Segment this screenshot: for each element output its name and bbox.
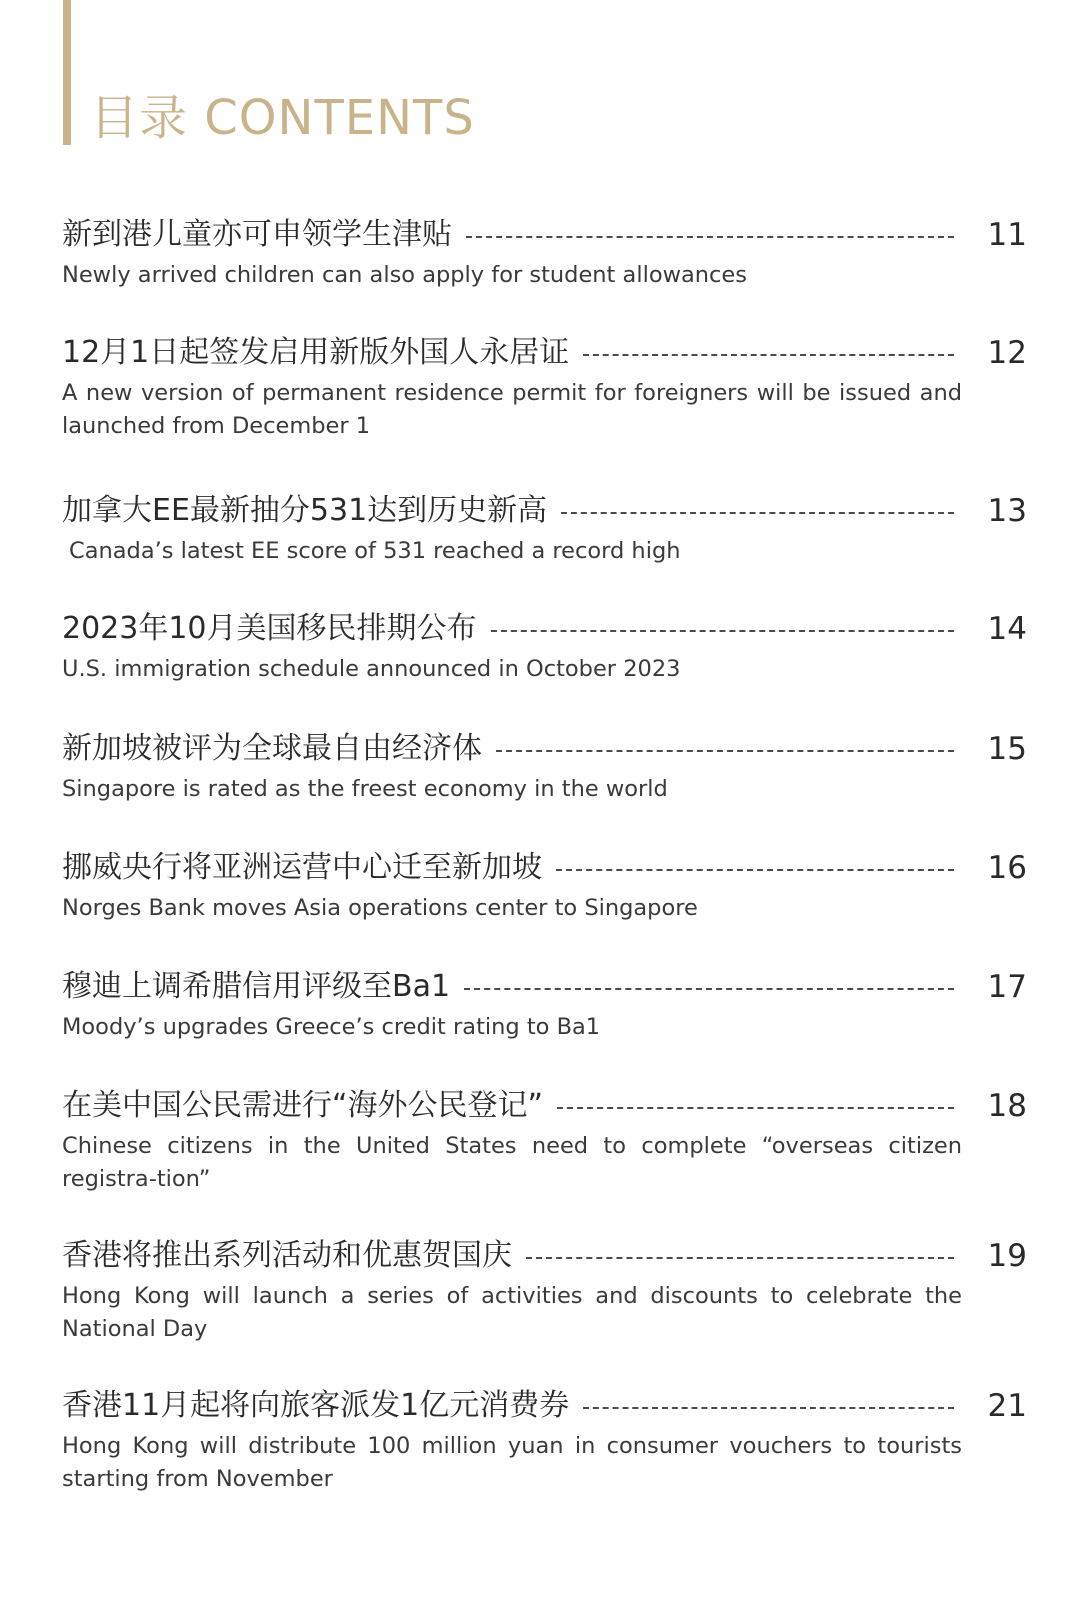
toc-entry-title-en: Norges Bank moves Asia operations center to Singapore bbox=[62, 895, 698, 921]
toc-entry-title-cn: 挪威央行将亚洲运营中心迁至新加坡 bbox=[62, 850, 542, 885]
toc-page-number: 17 bbox=[987, 969, 1027, 1005]
toc-entry-title-cn: 穆迪上调希腊信用评级至Ba1 bbox=[62, 969, 451, 1004]
toc-page-number: 15 bbox=[987, 731, 1027, 767]
toc-page-number: 11 bbox=[987, 217, 1027, 253]
toc-entry-title-cn: 2023年10月美国移民排期公布 bbox=[62, 611, 477, 646]
toc-entry[interactable] bbox=[62, 1083, 1027, 1196]
toc-page-number: 19 bbox=[987, 1238, 1027, 1274]
toc-entry[interactable] bbox=[62, 1383, 1027, 1496]
dotted-leader bbox=[466, 236, 954, 238]
toc-page-number: 14 bbox=[987, 611, 1027, 647]
toc-entry[interactable] bbox=[62, 964, 1027, 1044]
toc-entry[interactable] bbox=[62, 845, 1027, 925]
toc-entry-title-en: Singapore is rated as the freest economy in the world bbox=[62, 776, 668, 802]
toc-entry[interactable] bbox=[62, 606, 1027, 686]
accent-bar bbox=[63, 0, 71, 145]
toc-entry-title-en: Canada’s latest EE score of 531 reached a record high bbox=[69, 538, 681, 564]
toc-entry-title-cn: 新加坡被评为全球最自由经济体 bbox=[62, 731, 482, 766]
toc-entry-title-cn: 12月1日起签发启用新版外国人永居证 bbox=[62, 335, 570, 370]
toc-entry[interactable] bbox=[62, 726, 1027, 806]
toc-page-number: 16 bbox=[987, 850, 1027, 886]
toc-entry-title-cn: 香港将推出系列活动和优惠贺国庆 bbox=[62, 1238, 512, 1273]
toc-page-number: 13 bbox=[987, 493, 1027, 529]
dotted-leader bbox=[526, 1257, 954, 1259]
toc-entry[interactable] bbox=[62, 488, 1027, 568]
dotted-leader bbox=[583, 354, 954, 356]
toc-entry-title-cn: 香港11月起将向旅客派发1亿元消费券 bbox=[62, 1388, 570, 1423]
dotted-leader bbox=[464, 988, 954, 990]
toc-entry[interactable] bbox=[62, 330, 1027, 443]
dotted-leader bbox=[491, 630, 954, 632]
dotted-leader bbox=[561, 512, 954, 514]
toc-entry-title-en: A new version of permanent residence permit for foreigners will be issued and launched from December 1 bbox=[62, 380, 962, 439]
toc-entry-title-en: Newly arrived children can also apply for student allowances bbox=[62, 262, 747, 288]
dotted-leader bbox=[496, 750, 954, 752]
toc-entry-title-en: Hong Kong will launch a series of activities and discounts to celebrate the National Day bbox=[62, 1283, 962, 1342]
toc-entry-title-en: Moody’s upgrades Greece’s credit rating to Ba1 bbox=[62, 1014, 601, 1040]
toc-entry-title-en: Chinese citizens in the United States need to complete “overseas citizen registra-tion” bbox=[62, 1133, 962, 1192]
toc-page-number: 18 bbox=[987, 1088, 1027, 1124]
dotted-leader bbox=[583, 1407, 954, 1409]
toc-entry-title-cn: 加拿大EE最新抽分531达到历史新高 bbox=[62, 493, 548, 528]
dotted-leader bbox=[557, 1107, 954, 1109]
dotted-leader bbox=[556, 869, 954, 871]
toc-entry-title-cn: 在美中国公民需进行“海外公民登记” bbox=[62, 1088, 544, 1123]
toc-entry[interactable] bbox=[62, 1233, 1027, 1346]
toc-entry-title-en: Hong Kong will distribute 100 million yuan in consumer vouchers to tourists starting from November bbox=[62, 1433, 962, 1492]
toc-entry[interactable] bbox=[62, 212, 1027, 292]
toc-entry-title-cn: 新到港儿童亦可申领学生津贴 bbox=[62, 217, 452, 252]
toc-page-number: 12 bbox=[987, 335, 1027, 371]
toc-entry-title-en: U.S. immigration schedule announced in October 2023 bbox=[62, 656, 681, 682]
toc-page-number: 21 bbox=[987, 1388, 1027, 1424]
page-title: 目录 CONTENTS bbox=[90, 90, 475, 146]
